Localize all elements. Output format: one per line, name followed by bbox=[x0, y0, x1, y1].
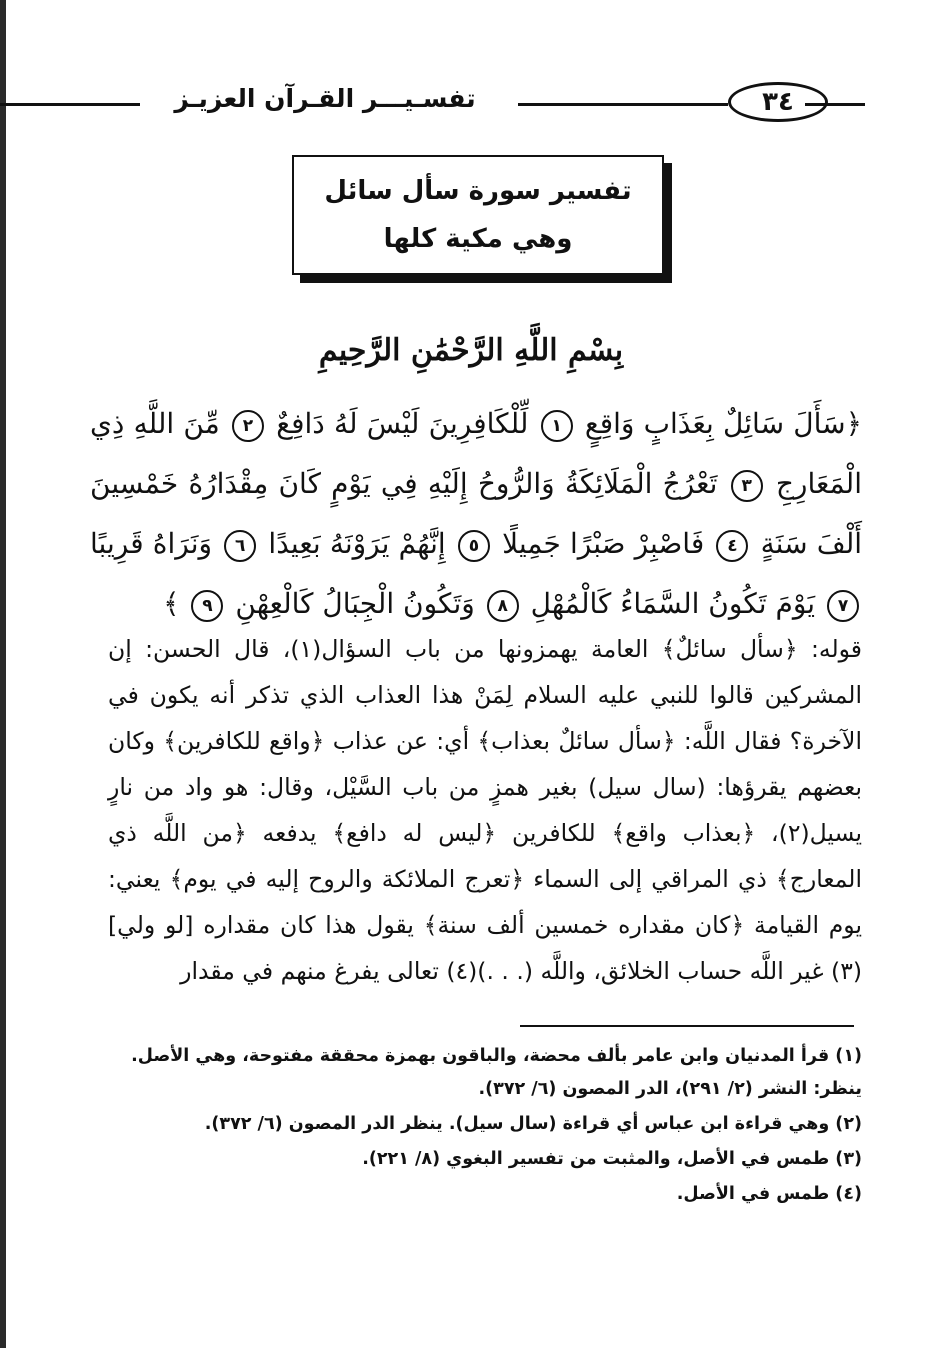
verse-text: مِّنَ اللَّهِ ذِي الْمَعَارِجِ bbox=[90, 407, 862, 500]
footnote-item: (٣) طمس في الأصل، والمثبت من تفسير البغوي (٨/ ٢٢١). bbox=[362, 1149, 862, 1169]
header-title: تفسـيـــر القـرآن العزيـز bbox=[174, 84, 476, 113]
ayah-number-marker: ٥ bbox=[458, 530, 490, 562]
surah-title-line2: وهي مكية كلها bbox=[383, 224, 573, 254]
page-number: ٣٤ bbox=[728, 82, 828, 122]
footnote-item: (١) قرأ المدنيان وابن عامر بألف محضة، والباقون بهمزة محققة مفتوحة، وهي الأصل. ينظر: النشر (٢/ ٢٩١)، الدر المصون (٦/ ٣٧٢). bbox=[131, 1046, 862, 1099]
surah-title-line1: تفسير سورة سأل سائل bbox=[324, 176, 632, 206]
ayah-number-marker: ٧ bbox=[827, 590, 859, 622]
verse-text: وَنَرَاهُ قَرِيبًا bbox=[90, 527, 213, 560]
footnotes bbox=[100, 1040, 862, 1213]
ayah-number-marker: ١ bbox=[541, 410, 573, 442]
footnote-separator bbox=[520, 1025, 854, 1027]
footnote-item: (٢) وهي قراءة ابن عباس أي قراءة (سال سيل). ينظر الدر المصون (٦/ ٣٧٢). bbox=[204, 1114, 862, 1134]
verse-text: إِنَّهُمْ يَرَوْنَهُ بَعِيدًا bbox=[268, 527, 446, 560]
footnote-item: (٤) طمس في الأصل. bbox=[676, 1184, 862, 1204]
header-rule-left bbox=[0, 103, 140, 106]
verse-text: فَاصْبِرْ صَبْرًا جَمِيلًا bbox=[502, 527, 705, 560]
surah-title-box bbox=[292, 155, 664, 275]
ayah-number-marker: ٦ bbox=[224, 530, 256, 562]
verse-text: يَوْمَ تَكُونُ السَّمَاءُ كَالْمُهْلِ bbox=[530, 587, 816, 620]
running-header bbox=[100, 80, 860, 130]
page-edge bbox=[0, 0, 6, 1348]
verse-text: ﴿سَأَلَ سَائِلٌ بِعَذَابٍ وَاقِعٍ bbox=[584, 407, 862, 440]
tafsir-body bbox=[108, 626, 862, 994]
tafsir-paragraph: قوله: ﴿سأل سائلٌ﴾ العامة يهمزونها من باب السؤال(١)، قال الحسن: إن المشركين قالوا للنبي عليه السلام لِمَنْ هذا العذاب الذي تذكر أنه يكون في الآخرة؟ فقال اللَّه: ﴿سأل سائلٌ بعذاب﴾ أي: عن عذاب ﴿واقع للكافرين﴾ وكان بعضهم يقرؤها: (سال سيل) بغير همزٍ من باب السَّيْل، وقال: هو واد من نارٍ يسيل(٢)، ﴿بعذاب واقع﴾ للكافرين ﴿ليس له دافع﴾ يدفعه ﴿من اللَّه ذي المعارج﴾ ذي المراقي إلى السماء ﴿تعرج الملائكة والروح إليه في يوم﴾ يعني: يوم القيامة ﴿كان مقداره خمسين ألف سنة﴾ يقول هذا كان مقداره [لو ولي](٣) غير اللَّه حساب الخلائق، واللَّه (. . .)(٤) تعالى يفرغ منهم في مقدار bbox=[108, 635, 862, 985]
ayah-number-marker: ٣ bbox=[731, 470, 763, 502]
ayah-number-marker: ٩ bbox=[191, 590, 223, 622]
header-rule-right bbox=[805, 103, 865, 106]
quran-verses bbox=[90, 394, 862, 634]
basmala: بِسْمِ اللَّهِ الرَّحْمَٰنِ الرَّحِيمِ bbox=[318, 333, 624, 368]
ayah-number-marker: ٨ bbox=[487, 590, 519, 622]
verse-text: وَتَكُونُ الْجِبَالُ كَالْعِهْنِ bbox=[235, 587, 475, 620]
verse-text: لِّلْكَافِرِينَ لَيْسَ لَهُ دَافِعٌ bbox=[276, 407, 529, 440]
header-rule-middle bbox=[518, 103, 728, 106]
verse-text: تَعْرُجُ الْمَلَائِكَةُ وَالرُّوحُ إِلَيْهِ فِي يَوْمٍ كَانَ مِقْدَارُهُ خَمْسِينَ أَلْفَ سَنَةٍ bbox=[90, 467, 863, 560]
verse-close-bracket: ﴾ bbox=[163, 587, 180, 620]
ayah-number-marker: ٢ bbox=[232, 410, 264, 442]
ayah-number-marker: ٤ bbox=[716, 530, 748, 562]
